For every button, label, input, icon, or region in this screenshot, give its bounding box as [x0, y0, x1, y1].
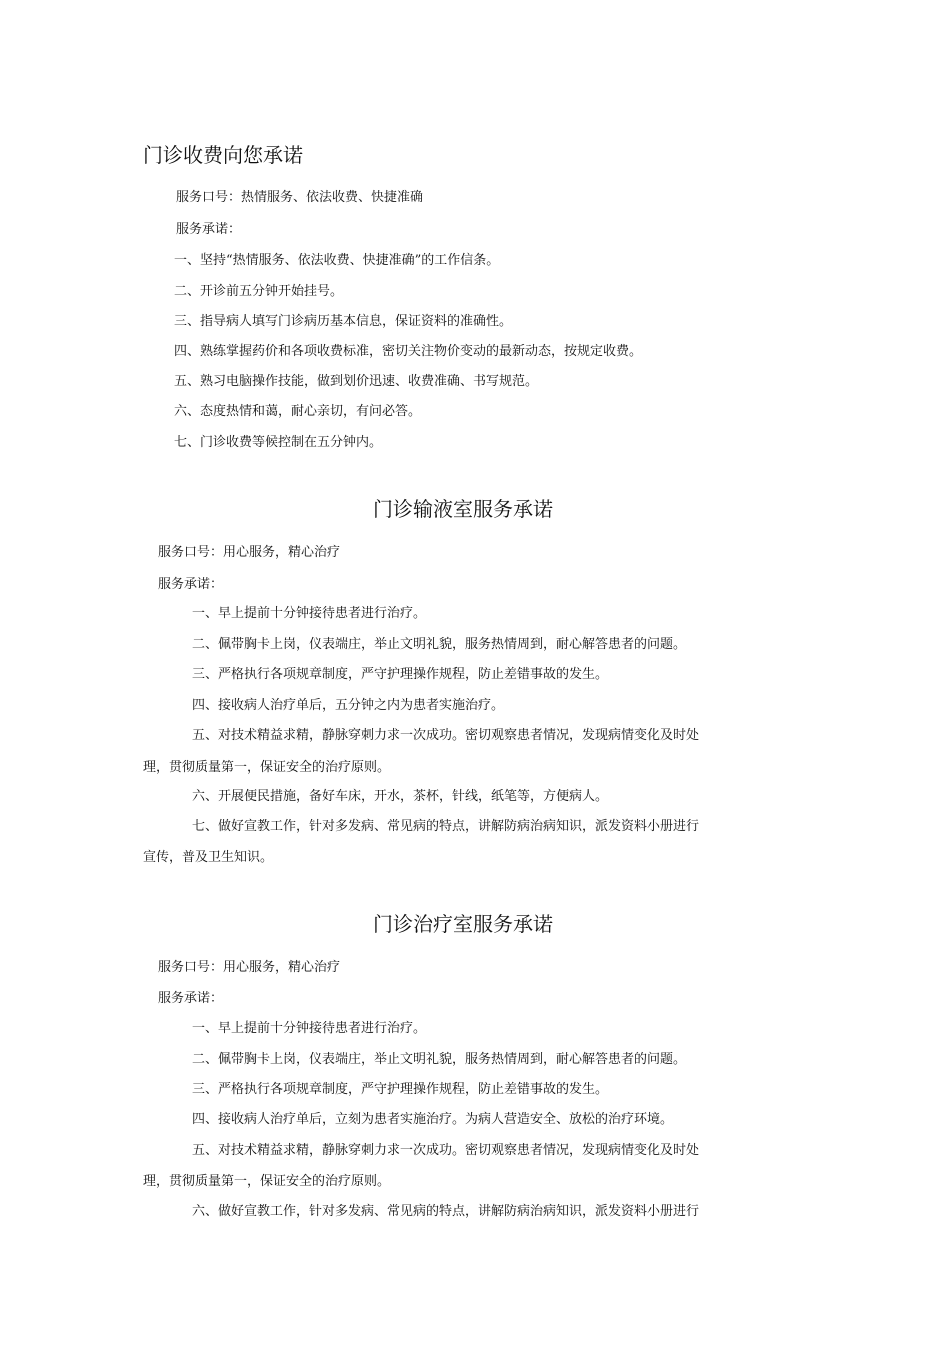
section2-item: 一、早上提前十分钟接待患者进行治疗。 — [192, 606, 427, 621]
section1-item: 三、指导病人填写门诊病历基本信息，保证资料的准确性。 — [174, 314, 513, 329]
section3-slogan: 服务口号：用心服务，精心治疗 — [158, 960, 341, 975]
section2-item: 二、佩带胸卡上岗，仪表端庄，举止文明礼貌，服务热情周到，耐心解答患者的问题。 — [192, 637, 687, 652]
section3-item: 一、早上提前十分钟接待患者进行治疗。 — [192, 1021, 427, 1036]
section2-commit-label: 服务承诺： — [158, 577, 224, 592]
section1-item: 一、坚持“热情服务、依法收费、快捷准确”的工作信条。 — [174, 253, 500, 268]
section3-item: 六、做好宣教工作，针对多发病、常见病的特点，讲解防病治病知识，派发资料小册进行 — [192, 1204, 700, 1219]
section1-item: 七、门诊收费等候控制在五分钟内。 — [174, 435, 383, 450]
section2-item: 三、严格执行各项规章制度，严守护理操作规程，防止差错事故的发生。 — [192, 667, 609, 682]
section3-item: 二、佩带胸卡上岗，仪表端庄，举止文明礼貌，服务热情周到，耐心解答患者的问题。 — [192, 1052, 687, 1067]
section2-title: 门诊输液室服务承诺 — [373, 497, 553, 521]
section2-item-continued: 理，贯彻质量第一，保证安全的治疗原则。 — [143, 760, 391, 775]
section3-item-continued: 理，贯彻质量第一，保证安全的治疗原则。 — [143, 1174, 391, 1189]
section1-slogan: 服务口号：热情服务、依法收费、快捷准确 — [176, 190, 424, 205]
section3-item: 三、严格执行各项规章制度，严守护理操作规程，防止差错事故的发生。 — [192, 1082, 609, 1097]
section2-item: 五、对技术精益求精，静脉穿刺力求一次成功。密切观察患者情况，发现病情变化及时处 — [192, 728, 700, 743]
section1-item: 五、熟习电脑操作技能，做到划价迅速、收费准确、书写规范。 — [174, 374, 539, 389]
section1-commit-label: 服务承诺： — [176, 222, 242, 237]
section3-item: 四、接收病人治疗单后，立刻为患者实施治疗。为病人营造安全、放松的治疗环境。 — [192, 1112, 674, 1127]
section1-title: 门诊收费向您承诺 — [143, 143, 303, 167]
section2-item: 六、开展便民措施，备好车床，开水，茶杯，针线，纸笔等，方便病人。 — [192, 789, 609, 804]
section1-item: 四、熟练掌握药价和各项收费标准，密切关注物价变动的最新动态，按规定收费。 — [174, 344, 643, 359]
section2-item-continued: 宣传，普及卫生知识。 — [143, 850, 274, 865]
section2-item: 七、做好宣教工作，针对多发病、常见病的特点，讲解防病治病知识，派发资料小册进行 — [192, 819, 700, 834]
section1-item: 二、开诊前五分钟开始挂号。 — [174, 284, 344, 299]
section2-item: 四、接收病人治疗单后，五分钟之内为患者实施治疗。 — [192, 698, 505, 713]
section1-item: 六、态度热情和蔼，耐心亲切，有问必答。 — [174, 404, 422, 419]
section3-title: 门诊治疗室服务承诺 — [373, 912, 553, 936]
section3-commit-label: 服务承诺： — [158, 991, 224, 1006]
section3-item: 五、对技术精益求精，静脉穿刺力求一次成功。密切观察患者情况，发现病情变化及时处 — [192, 1143, 700, 1158]
section2-slogan: 服务口号：用心服务，精心治疗 — [158, 545, 341, 560]
